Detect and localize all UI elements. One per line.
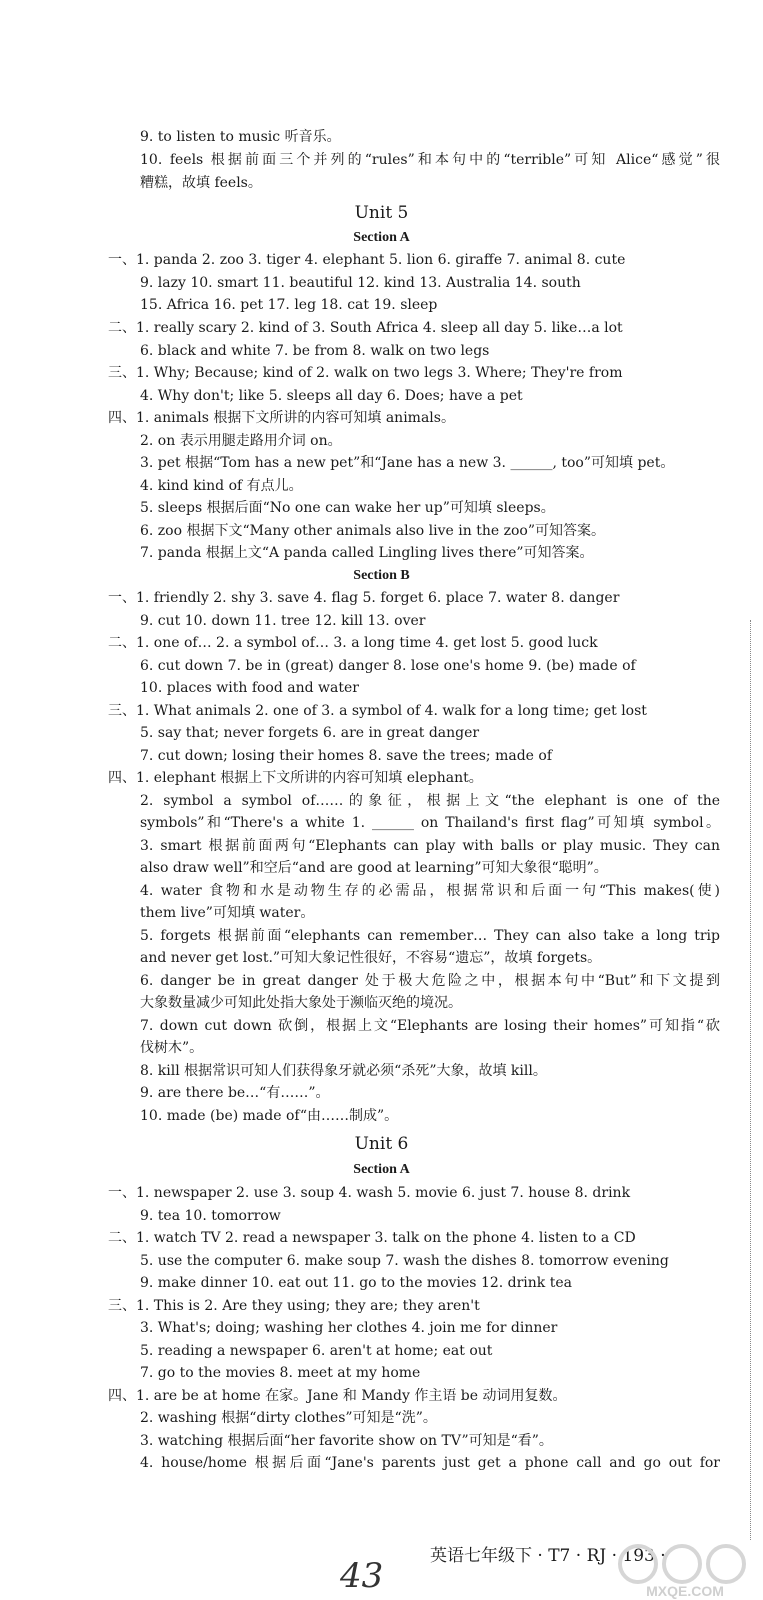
answer-line: 3. pet 根据“Tom has a new pet”和“Jane has a new 3. ______, too”可知填 pet。 (140, 455, 675, 471)
answer-line: 9. make dinner 10. eat out 11. go to the movies 12. drink tea (140, 1275, 572, 1291)
handwritten-page-number: 43 (340, 1556, 384, 1596)
answer-line: 5. forgets 根据前面“elephants can remember… They can also take a long trip (140, 928, 720, 944)
answer-line: 四、1. are be at home 在家。Jane 和 Mandy 作主语 be 动词用复数。 (108, 1388, 567, 1404)
answer-line: 10. feels 根据前面三个并列的“rules”和本句中的“terrible”可知 Alice“感觉”很 (140, 152, 720, 168)
answer-line: and never get lost.”可知大象记性很好，不容易“遗忘”，故填 forgets。 (140, 950, 602, 966)
answer-line: 7. go to the movies 8. meet at my home (140, 1365, 421, 1381)
answer-line: 二、1. really scary 2. kind of 3. South Africa 4. sleep all day 5. like…a lot (108, 320, 623, 336)
answer-line: 9. are there be…“有……”。 (140, 1085, 330, 1101)
answer-line: 10. places with food and water (140, 680, 359, 696)
answer-line: 四、1. elephant 根据上下文所讲的内容可知填 elephant。 (108, 770, 483, 786)
answer-line: 3. What's; doing; washing her clothes 4. join me for dinner (140, 1320, 558, 1336)
answer-line: 大象数量减少可知此处指大象处于濒临灭绝的境况。 (140, 995, 462, 1011)
unit-title: Unit 6 (354, 1134, 409, 1154)
answer-line: 2. on 表示用腿走路用介词 on。 (140, 433, 342, 449)
answer-line: 4. kind kind of 有点儿。 (140, 478, 303, 494)
answer-line: 8. kill 根据常识可知人们获得象牙就必须“杀死”大象，故填 kill。 (140, 1063, 547, 1079)
answer-line: 7. down cut down 砍倒，根据上文“Elephants are losing their homes”可知指“砍 (140, 1018, 720, 1034)
answer-line: 4. house/home 根据后面“Jane's parents just get a phone call and go out for (140, 1455, 720, 1471)
answer-line: 6. zoo 根据下文“Many other animals also live in the zoo”可知答案。 (140, 523, 605, 539)
answer-line: 4. water 食物和水是动物生存的必需品，根据常识和后面一句“This makes(使) (140, 883, 720, 899)
answer-line: 9. tea 10. tomorrow (140, 1208, 281, 1224)
answer-line: 7. cut down; losing their homes 8. save the trees; made of (140, 748, 553, 764)
answer-line: 10. made (be) made of“由……制成”。 (140, 1108, 399, 1124)
answer-line: 6. danger be in great danger 处于极大危险之中，根据本句中“But”和下文提到 (140, 973, 720, 989)
answer-line: 15. Africa 16. pet 17. leg 18. cat 19. sleep (140, 297, 438, 313)
answer-line: 2. symbol a symbol of……的象征，根据上文“the elephant is one of the (140, 793, 720, 809)
answer-line: 三、1. This is 2. Are they using; they are; they aren't (108, 1298, 480, 1314)
answer-line: 三、1. Why; Because; kind of 2. walk on two legs 3. Where; They're from (108, 365, 623, 381)
section-heading: Section A (353, 1162, 410, 1177)
answer-line: 5. reading a newspaper 6. aren't at home; eat out (140, 1343, 493, 1359)
answer-line: 一、1. friendly 2. shy 3. save 4. flag 5. forget 6. place 7. water 8. danger (108, 590, 620, 606)
answer-line: symbols”和“There's a white 1. ______ on Thailand's first flag”可知填 symbol。 (140, 815, 720, 831)
answer-line: 一、1. newspaper 2. use 3. soup 4. wash 5. movie 6. just 7. house 8. drink (108, 1185, 631, 1201)
answer-line: 9. to listen to music 听音乐。 (140, 129, 341, 145)
answer-line: also draw well”和空后“and are good at learning”可知大象很“聪明”。 (140, 860, 608, 876)
page-footer: 英语七年级下 · T7 · RJ · 193 · (430, 1546, 666, 1566)
answer-line: them live”可知填 water。 (140, 905, 315, 921)
answer-line: 2. washing 根据“dirty clothes”可知是“洗”。 (140, 1410, 437, 1426)
unit-title: Unit 5 (354, 203, 409, 223)
answer-line: 一、1. panda 2. zoo 3. tiger 4. elephant 5. lion 6. giraffe 7. animal 8. cute (108, 252, 626, 268)
answer-line: 6. black and white 7. be from 8. walk on two legs (140, 343, 490, 359)
section-heading: Section B (353, 568, 410, 583)
answer-line: 9. cut 10. down 11. tree 12. kill 13. over (140, 613, 426, 629)
answer-line: 伐树木”。 (140, 1040, 204, 1056)
answer-line: 3. watching 根据后面“her favorite show on TV”可知是“看”。 (140, 1433, 553, 1449)
answer-line: 5. say that; never forgets 6. are in great danger (140, 725, 480, 741)
answer-line: 4. Why don't; like 5. sleeps all day 6. Does; have a pet (140, 388, 523, 404)
answer-line: 糟糕，故填 feels。 (140, 175, 262, 191)
answer-line: 3. smart 根据前面两句“Elephants can play with balls or play music. They can (140, 838, 720, 854)
margin-dotted-line (750, 620, 751, 1540)
answer-line: 5. sleeps 根据后面“No one can wake her up”可知填 sleeps。 (140, 500, 555, 516)
answer-line: 二、1. watch TV 2. read a newspaper 3. talk on the phone 4. listen to a CD (108, 1230, 636, 1246)
watermark-text: MXQE.COM (646, 1583, 724, 1599)
answer-line: 7. panda 根据上文“A panda called Lingling lives there”可知答案。 (140, 545, 594, 561)
answer-line: 9. lazy 10. smart 11. beautiful 12. kind 13. Australia 14. south (140, 275, 581, 291)
answer-line: 6. cut down 7. be in (great) danger 8. lose one's home 9. (be) made of (140, 658, 636, 674)
answer-line: 三、1. What animals 2. one of 3. a symbol of 4. walk for a long time; get lost (108, 703, 647, 719)
answer-line: 二、1. one of… 2. a symbol of… 3. a long time 4. get lost 5. good luck (108, 635, 598, 651)
answer-line: 5. use the computer 6. make soup 7. wash the dishes 8. tomorrow evening (140, 1253, 669, 1269)
answer-line: 四、1. animals 根据下文所讲的内容可知填 animals。 (108, 410, 455, 426)
watermark-logo (610, 1540, 760, 1600)
section-heading: Section A (353, 230, 410, 245)
